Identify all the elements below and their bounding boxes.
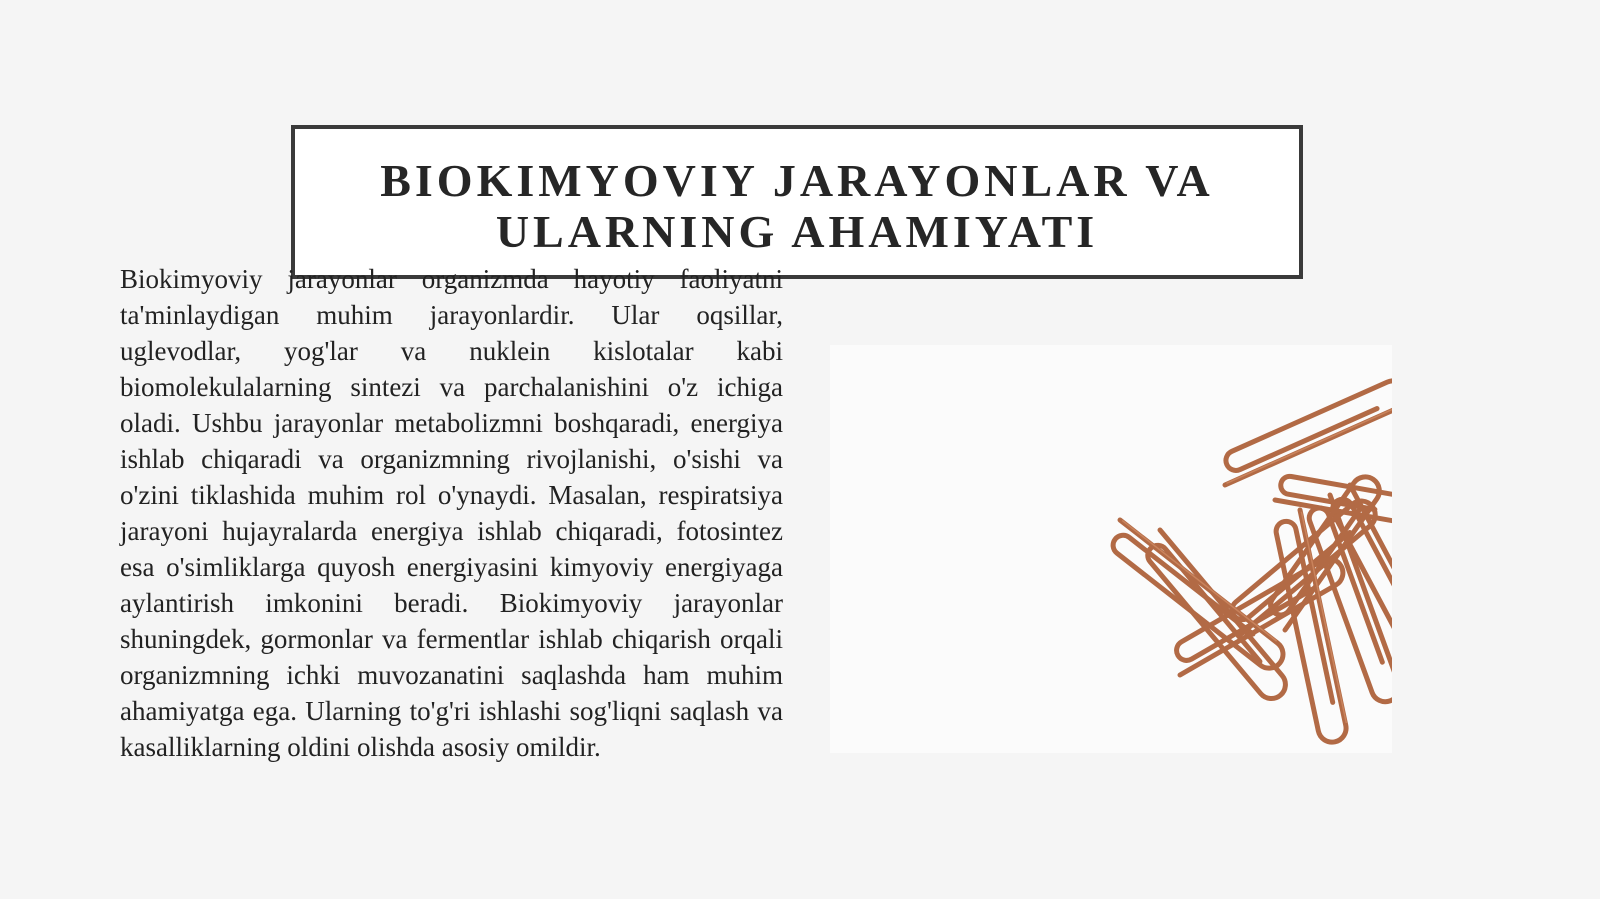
title-box: [291, 125, 1303, 279]
slide-title-line-2: ULARNING AHAMIYATI: [495, 206, 1099, 257]
slide-title: [295, 155, 1299, 257]
slide-title-line-1: BIOKIMYOVIY JARAYONLAR VA: [380, 155, 1214, 206]
paper-clips-illustration: [830, 345, 1392, 753]
paper-clips-photo: [830, 345, 1392, 753]
slide-body-text: Biokimyoviy jarayonlar organizmda hayotiy faoliyatni ta'minlaydigan muhim jarayonlardir. Ular oqsillar, uglevodlar, yog'lar va nuklein kislotalar kabi biomolekulalarning sintezi va parchalanishini o'z ichiga oladi. Ushbu jarayonlar metabolizmni boshqaradi, energiya ishlab chiqaradi va organizmning rivojlanishi, o'sishi va o'zini tiklashida muhim rol o'ynaydi. Masalan, respiratsiya jarayoni hujayralarda energiya ishlab chiqaradi, fotosintez esa o'simliklarga quyosh energiyasini kimyoviy energiyaga aylantirish imkonini beradi. Biokimyoviy jarayonlar shuningdek, gormonlar va fermentlar ishlab chiqarish orqali organizmning ichki muvozanatini saqlashda ham muhim ahamiyatga ega. Ularning to'g'ri ishlashi sog'liqni saqlash va kasalliklarning oldini olishda asosiy omildir.: [120, 264, 783, 762]
